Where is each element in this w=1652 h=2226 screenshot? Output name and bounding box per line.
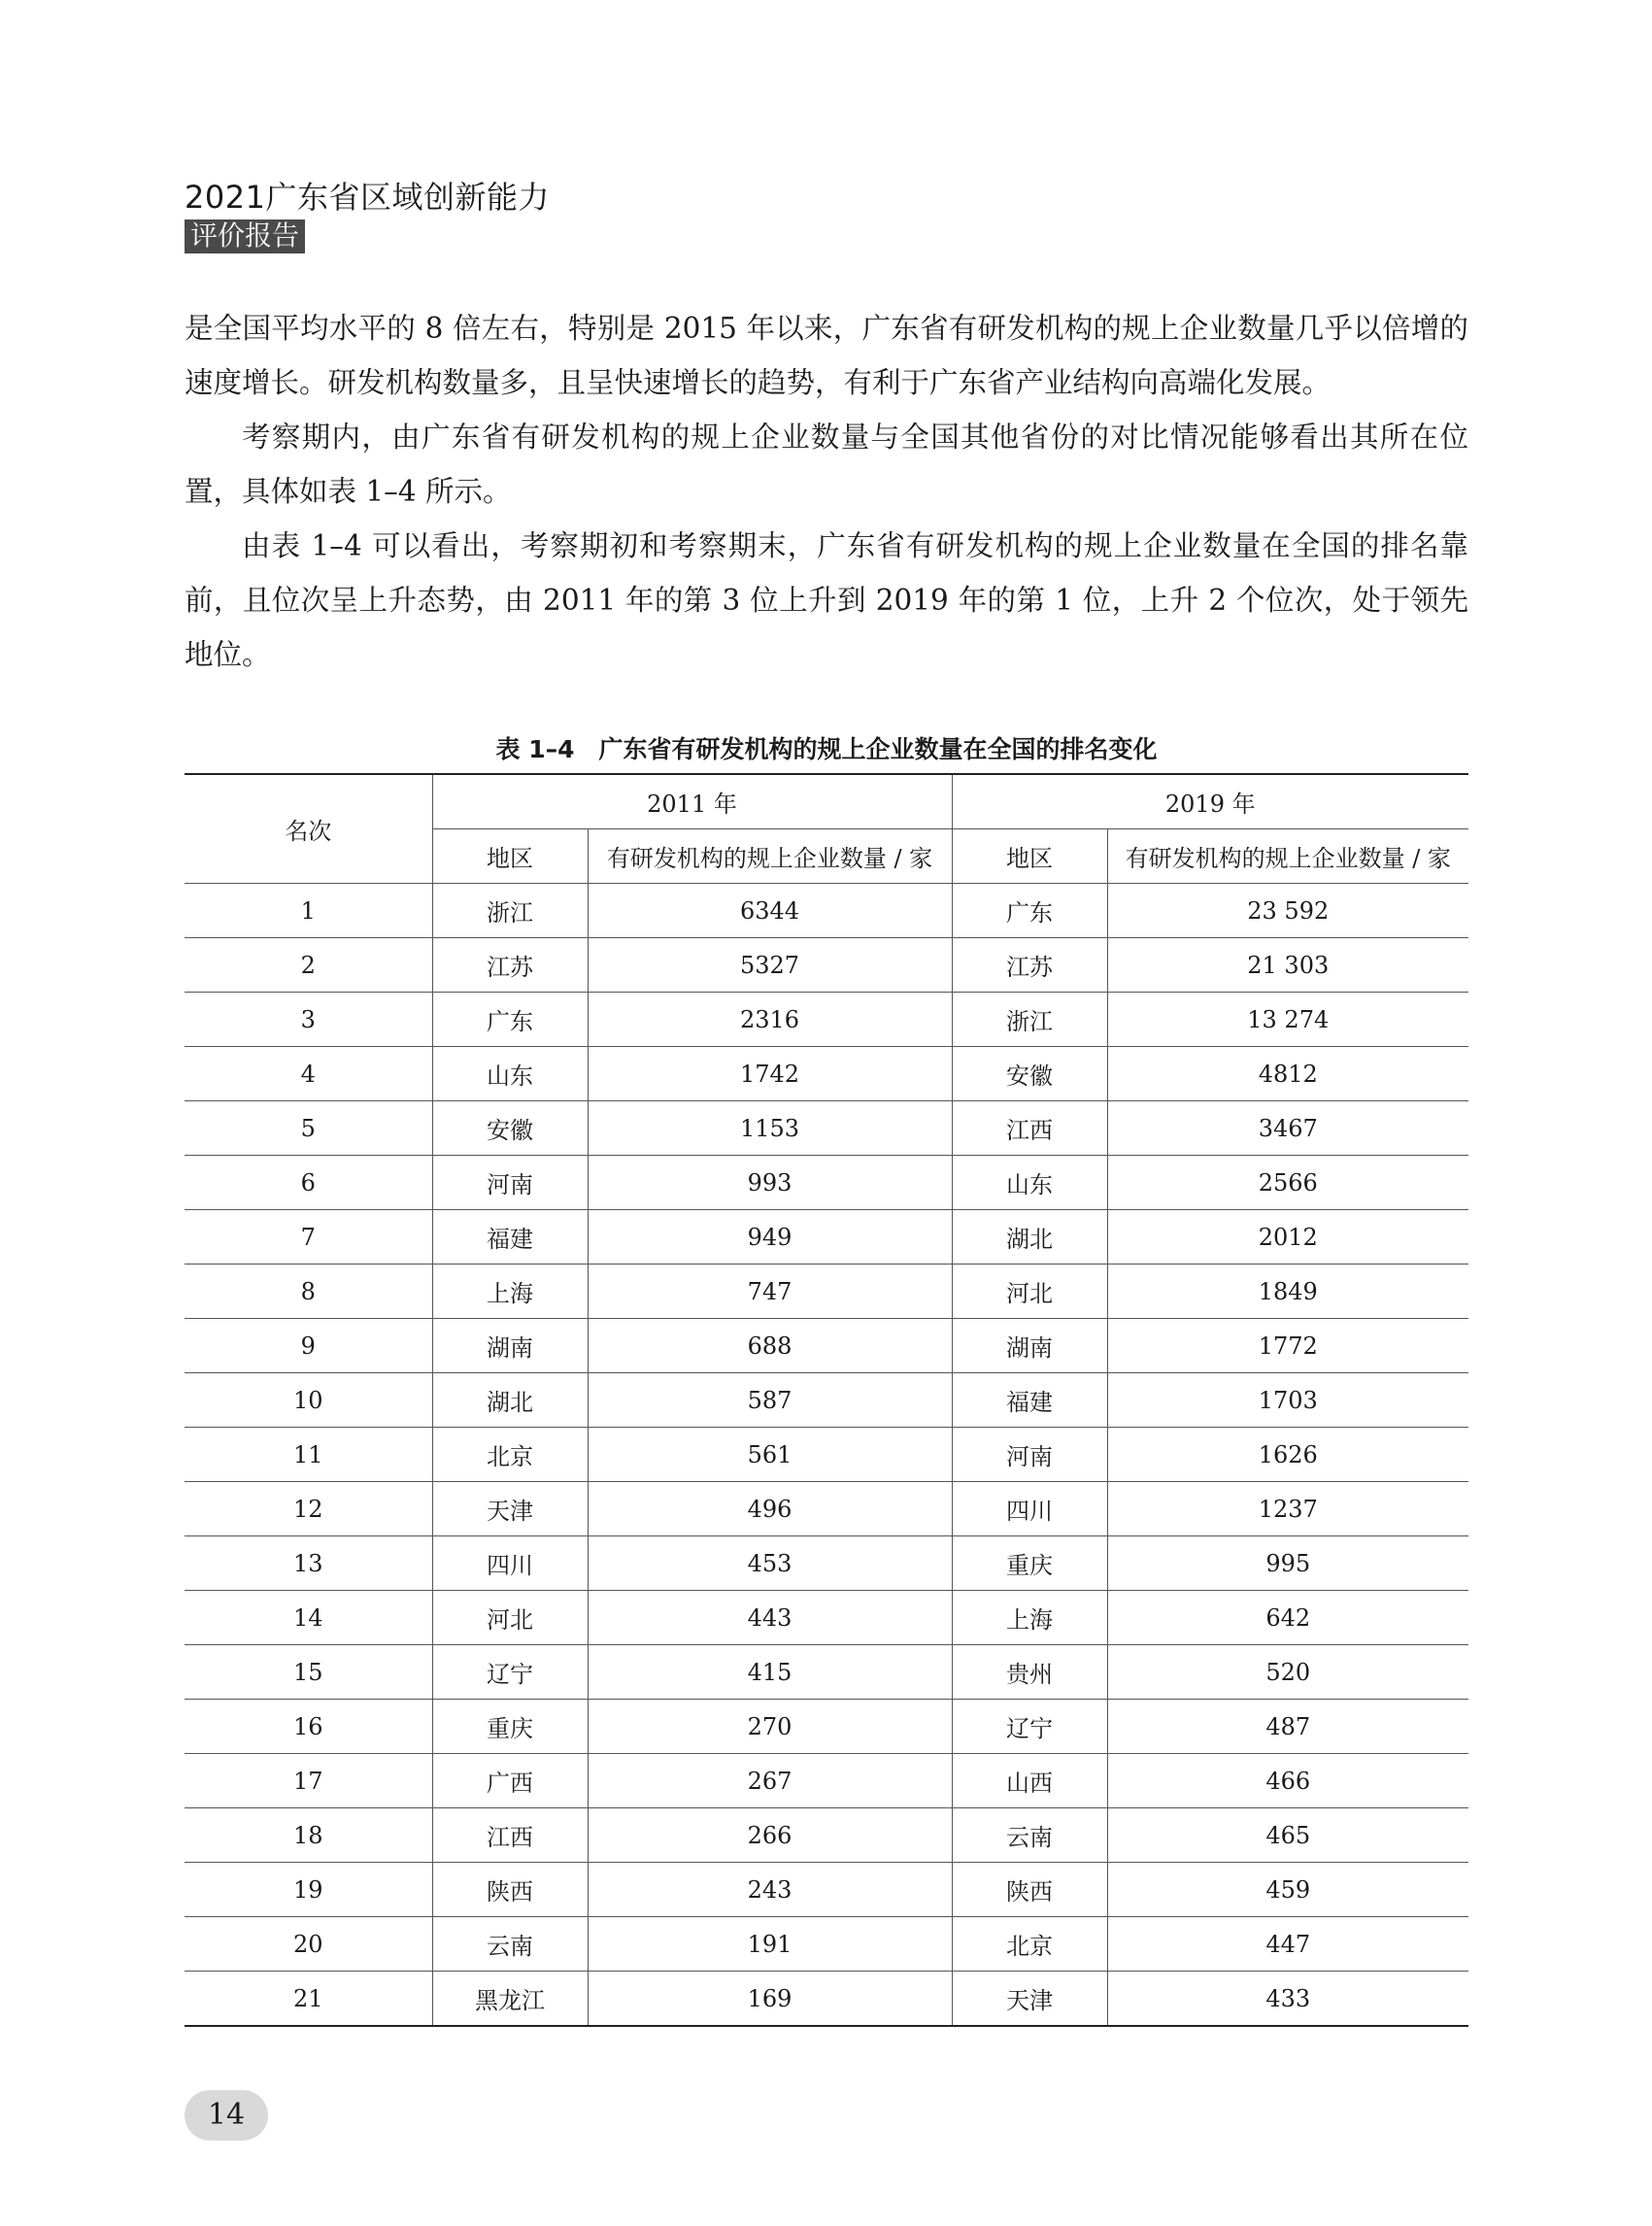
rank-cell: 21 xyxy=(185,1972,432,2027)
region-2019-cell: 上海 xyxy=(952,1591,1107,1645)
table-row xyxy=(185,1863,1468,1917)
rank-cell: 12 xyxy=(185,1482,432,1536)
region-2011-cell: 广东 xyxy=(432,993,588,1047)
count-2011-cell: 191 xyxy=(588,1917,952,1972)
count-2011-cell: 1742 xyxy=(588,1047,952,1101)
table-row xyxy=(185,1700,1468,1754)
count-2011-cell: 6344 xyxy=(588,884,952,938)
count-2011-cell: 443 xyxy=(588,1591,952,1645)
region-2019-cell: 浙江 xyxy=(952,993,1107,1047)
table-row xyxy=(185,1373,1468,1428)
rank-cell: 4 xyxy=(185,1047,432,1101)
count-2019-cell: 447 xyxy=(1107,1917,1468,1972)
rank-cell: 11 xyxy=(185,1428,432,1482)
region-2011-cell: 广西 xyxy=(432,1754,588,1808)
region-header-2019: 地区 xyxy=(952,829,1107,884)
count-2019-cell: 459 xyxy=(1107,1863,1468,1917)
count-2019-cell: 13 274 xyxy=(1107,993,1468,1047)
table-row xyxy=(185,1754,1468,1808)
region-2011-cell: 江西 xyxy=(432,1808,588,1863)
count-2011-cell: 688 xyxy=(588,1319,952,1373)
count-2011-cell: 415 xyxy=(588,1645,952,1700)
count-2011-cell: 2316 xyxy=(588,993,952,1047)
region-2011-cell: 河北 xyxy=(432,1591,588,1645)
table-row xyxy=(185,1591,1468,1645)
table-row xyxy=(185,1047,1468,1101)
region-2011-cell: 辽宁 xyxy=(432,1645,588,1700)
count-2011-cell: 266 xyxy=(588,1808,952,1863)
region-2011-cell: 四川 xyxy=(432,1536,588,1591)
rank-cell: 15 xyxy=(185,1645,432,1700)
count-2019-cell: 1703 xyxy=(1107,1373,1468,1428)
book-title: 2021广东省区域创新能力 xyxy=(185,179,550,216)
region-2019-cell: 天津 xyxy=(952,1972,1107,2027)
count-2011-cell: 243 xyxy=(588,1863,952,1917)
paragraph: 考察期内，由广东省有研发机构的规上企业数量与全国其他省份的对比情况能够看出其所在位置，具体如表 1–4 所示。 xyxy=(185,421,1468,508)
region-2011-cell: 湖南 xyxy=(432,1319,588,1373)
year-2011-header: 2011 年 xyxy=(432,774,952,829)
count-2019-cell: 2566 xyxy=(1107,1156,1468,1210)
region-2019-cell: 山西 xyxy=(952,1754,1107,1808)
table-row xyxy=(185,1156,1468,1210)
rank-cell: 10 xyxy=(185,1373,432,1428)
region-2019-cell: 辽宁 xyxy=(952,1700,1107,1754)
rank-cell: 13 xyxy=(185,1536,432,1591)
region-header-2011: 地区 xyxy=(432,829,588,884)
count-2011-cell: 169 xyxy=(588,1972,952,2027)
count-2019-cell: 465 xyxy=(1107,1808,1468,1863)
count-2011-cell: 561 xyxy=(588,1428,952,1482)
region-2011-cell: 福建 xyxy=(432,1210,588,1265)
table-row xyxy=(185,1972,1468,2027)
rank-cell: 17 xyxy=(185,1754,432,1808)
region-2011-cell: 陕西 xyxy=(432,1863,588,1917)
count-2019-cell: 642 xyxy=(1107,1591,1468,1645)
region-2019-cell: 陕西 xyxy=(952,1863,1107,1917)
rank-cell: 7 xyxy=(185,1210,432,1265)
ranking-table xyxy=(185,773,1468,2027)
region-2019-cell: 四川 xyxy=(952,1482,1107,1536)
table-row xyxy=(185,1319,1468,1373)
rank-cell: 2 xyxy=(185,938,432,993)
region-2011-cell: 安徽 xyxy=(432,1101,588,1156)
count-2019-cell: 520 xyxy=(1107,1645,1468,1700)
region-2019-cell: 北京 xyxy=(952,1917,1107,1972)
region-2011-cell: 浙江 xyxy=(432,884,588,938)
count-2019-cell: 21 303 xyxy=(1107,938,1468,993)
rank-cell: 1 xyxy=(185,884,432,938)
rank-cell: 8 xyxy=(185,1265,432,1319)
count-2011-cell: 747 xyxy=(588,1265,952,1319)
table-row xyxy=(185,1101,1468,1156)
region-2019-cell: 湖北 xyxy=(952,1210,1107,1265)
rank-cell: 18 xyxy=(185,1808,432,1863)
region-2019-cell: 广东 xyxy=(952,884,1107,938)
table-header-row xyxy=(185,774,1468,829)
region-2019-cell: 河北 xyxy=(952,1265,1107,1319)
paragraph-continuation: 是全国平均水平的 8 倍左右，特别是 2015 年以来，广东省有研发机构的规上企业数量几乎以倍增的速度增长。研发机构数量多，且呈快速增长的趋势，有利于广东省产业结构向高端化发展。 xyxy=(185,312,1468,399)
count-2019-cell: 1237 xyxy=(1107,1482,1468,1536)
rank-cell: 14 xyxy=(185,1591,432,1645)
region-2011-cell: 河南 xyxy=(432,1156,588,1210)
table-caption: 表 1–4 广东省有研发机构的规上企业数量在全国的排名变化 xyxy=(495,735,1158,763)
count-2011-cell: 587 xyxy=(588,1373,952,1428)
count-header-2011: 有研发机构的规上企业数量 / 家 xyxy=(588,829,952,884)
region-2011-cell: 重庆 xyxy=(432,1700,588,1754)
region-2011-cell: 云南 xyxy=(432,1917,588,1972)
region-2019-cell: 山东 xyxy=(952,1156,1107,1210)
rank-cell: 19 xyxy=(185,1863,432,1917)
region-2019-cell: 河南 xyxy=(952,1428,1107,1482)
table-row xyxy=(185,1482,1468,1536)
region-2019-cell: 云南 xyxy=(952,1808,1107,1863)
rank-cell: 5 xyxy=(185,1101,432,1156)
region-2019-cell: 重庆 xyxy=(952,1536,1107,1591)
count-2019-cell: 1849 xyxy=(1107,1265,1468,1319)
count-2011-cell: 496 xyxy=(588,1482,952,1536)
region-2011-cell: 天津 xyxy=(432,1482,588,1536)
count-2019-cell: 1626 xyxy=(1107,1428,1468,1482)
region-2019-cell: 福建 xyxy=(952,1373,1107,1428)
count-2019-cell: 1772 xyxy=(1107,1319,1468,1373)
table-row xyxy=(185,1265,1468,1319)
count-2011-cell: 267 xyxy=(588,1754,952,1808)
table-row xyxy=(185,1808,1468,1863)
region-2019-cell: 安徽 xyxy=(952,1047,1107,1101)
region-2011-cell: 江苏 xyxy=(432,938,588,993)
rank-cell: 16 xyxy=(185,1700,432,1754)
region-2011-cell: 上海 xyxy=(432,1265,588,1319)
region-2011-cell: 北京 xyxy=(432,1428,588,1482)
rank-cell: 6 xyxy=(185,1156,432,1210)
region-2019-cell: 湖南 xyxy=(952,1319,1107,1373)
region-2011-cell: 黑龙江 xyxy=(432,1972,588,2027)
count-2011-cell: 993 xyxy=(588,1156,952,1210)
table-row xyxy=(185,1210,1468,1265)
rank-cell: 3 xyxy=(185,993,432,1047)
region-2019-cell: 江西 xyxy=(952,1101,1107,1156)
table-row xyxy=(185,1645,1468,1700)
table-body xyxy=(185,884,1468,2027)
region-2011-cell: 湖北 xyxy=(432,1373,588,1428)
region-2019-cell: 贵州 xyxy=(952,1645,1107,1700)
table-row xyxy=(185,1917,1468,1972)
count-2019-cell: 3467 xyxy=(1107,1101,1468,1156)
count-header-2019: 有研发机构的规上企业数量 / 家 xyxy=(1107,829,1468,884)
rank-header: 名次 xyxy=(185,774,432,884)
table-row xyxy=(185,1428,1468,1482)
book-subtitle: 评价报告 xyxy=(185,219,305,253)
table-row xyxy=(185,1536,1468,1591)
count-2019-cell: 433 xyxy=(1265,1984,1311,2012)
year-2019-header: 2019 年 xyxy=(952,774,1468,829)
paragraph: 由表 1–4 可以看出，考察期初和考察期末，广东省有研发机构的规上企业数量在全国的排名靠前，且位次呈上升态势，由 2011 年的第 3 位上升到 2019 年的第 1 位，上升 2 个位次，处于领先地位。 xyxy=(185,529,1468,671)
count-2011-cell: 949 xyxy=(588,1210,952,1265)
count-2011-cell: 270 xyxy=(588,1700,952,1754)
count-2019-cell: 4812 xyxy=(1107,1047,1468,1101)
region-2011-cell: 山东 xyxy=(432,1047,588,1101)
count-2011-cell: 453 xyxy=(588,1536,952,1591)
body-text xyxy=(185,301,1468,682)
page-number: 14 xyxy=(185,2090,268,2141)
count-2011-cell: 1153 xyxy=(588,1101,952,1156)
count-2019-cell: 23 592 xyxy=(1107,884,1468,938)
table-row xyxy=(185,993,1468,1047)
table-row xyxy=(185,884,1468,938)
rank-cell: 20 xyxy=(185,1917,432,1972)
table-row xyxy=(185,938,1468,993)
count-2019-cell: 487 xyxy=(1107,1700,1468,1754)
count-2011-cell: 5327 xyxy=(588,938,952,993)
count-2019-cell: 466 xyxy=(1107,1754,1468,1808)
region-2019-cell: 江苏 xyxy=(952,938,1107,993)
rank-cell: 9 xyxy=(185,1319,432,1373)
count-2019-cell: 2012 xyxy=(1107,1210,1468,1265)
count-2019-cell: 995 xyxy=(1107,1536,1468,1591)
